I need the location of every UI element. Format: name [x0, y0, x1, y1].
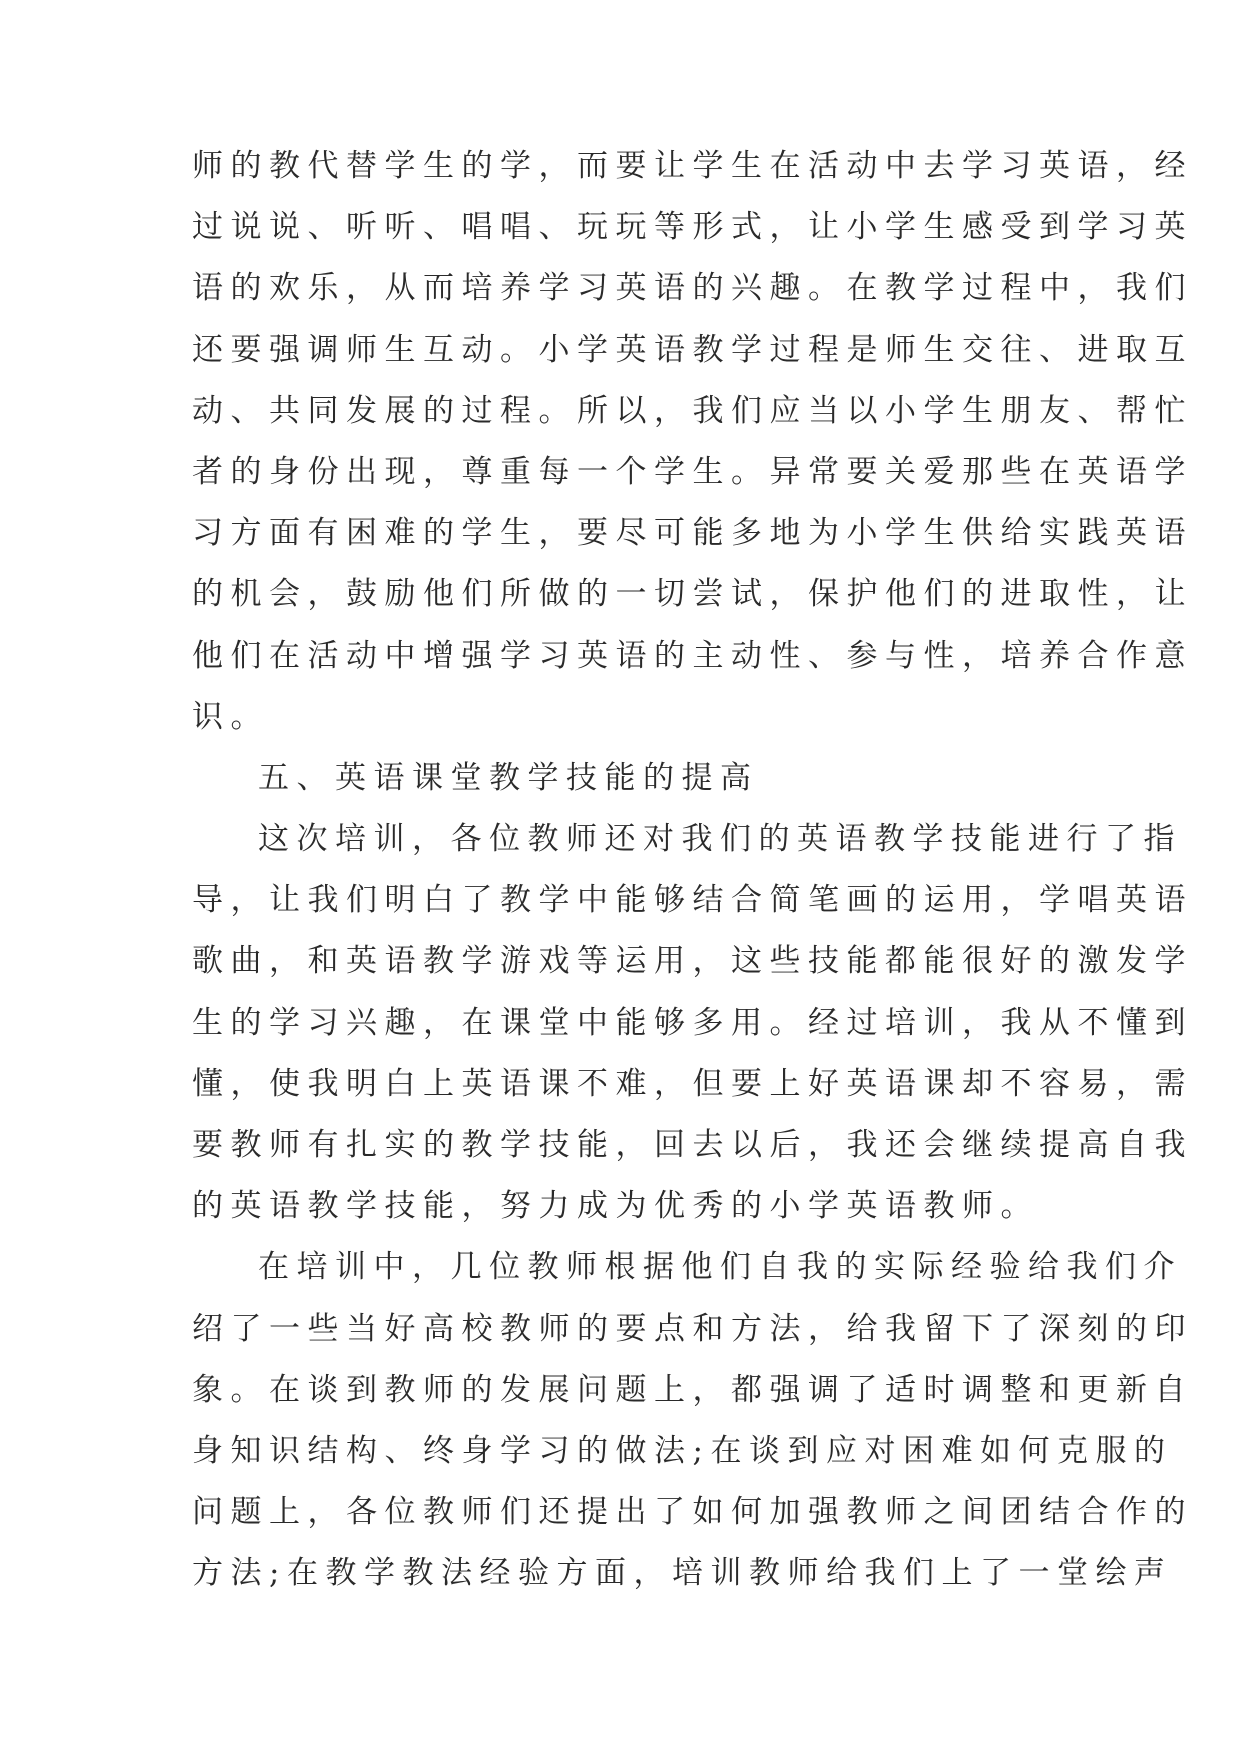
text-line: 歌曲，和英语教学游戏等运用，这些技能都能很好的激发学 — [192, 943, 1193, 980]
text-line: 动、共同发展的过程。所以，我们应当以小学生朋友、帮忙 — [192, 392, 1193, 429]
body-text — [192, 136, 1193, 1605]
text-line: 识。 — [192, 698, 269, 735]
text-line: 要教师有扎实的教学技能，回去以后，我还会继续提高自我 — [192, 1127, 1193, 1163]
text-line: 的机会，鼓励他们所做的一切尝试，保护他们的进取性，让 — [192, 576, 1193, 613]
text-line: 过说说、听听、唱唱、玩玩等形式，让小学生感受到学习英 — [192, 209, 1193, 246]
text-line: 师的教代替学生的学，而要让学生在活动中去学习英语，经 — [192, 148, 1193, 184]
text-line: 还要强调师生互动。小学英语教学过程是师生交往、进取互 — [192, 331, 1193, 368]
text-line: 象。在谈到教师的发展问题上，都强调了适时调整和更新自 — [192, 1371, 1193, 1408]
text-line: 懂，使我明白上英语课不难，但要上好英语课却不容易，需 — [192, 1065, 1193, 1102]
text-line: 在培训中，几位教师根据他们自我的实际经验给我们介 — [258, 1249, 1182, 1286]
text-line: 导，让我们明白了教学中能够结合简笔画的运用，学唱英语 — [192, 882, 1193, 919]
text-line: 生的学习兴趣，在课堂中能够多用。经过培训，我从不懂到 — [192, 1004, 1193, 1041]
text-line: 这次培训，各位教师还对我们的英语教学技能进行了指 — [258, 821, 1182, 858]
text-line: 者的身份出现，尊重每一个学生。异常要关爱那些在英语学 — [192, 453, 1193, 490]
text-line: 问题上，各位教师们还提出了如何加强教师之间团结合作的 — [192, 1494, 1193, 1531]
text-line: 他们在活动中增强学习英语的主动性、参与性，培养合作意 — [192, 637, 1193, 674]
text-line: 语的欢乐，从而培养学习英语的兴趣。在教学过程中，我们 — [192, 270, 1193, 307]
text-line: 的英语教学技能，努力成为优秀的小学英语教师。 — [192, 1188, 1039, 1225]
text-line: 习方面有困难的学生，要尽可能多地为小学生供给实践英语 — [192, 515, 1193, 552]
text-line: 方法;在教学教法经验方面，培训教师给我们上了一堂绘声 — [192, 1555, 1173, 1592]
text-line: 身知识结构、终身学习的做法;在谈到应对困难如何克服的 — [192, 1432, 1173, 1469]
text-line: 绍了一些当好高校教师的要点和方法，给我留下了深刻的印 — [192, 1310, 1193, 1347]
section-heading: 五、英语课堂教学技能的提高 — [258, 759, 759, 796]
